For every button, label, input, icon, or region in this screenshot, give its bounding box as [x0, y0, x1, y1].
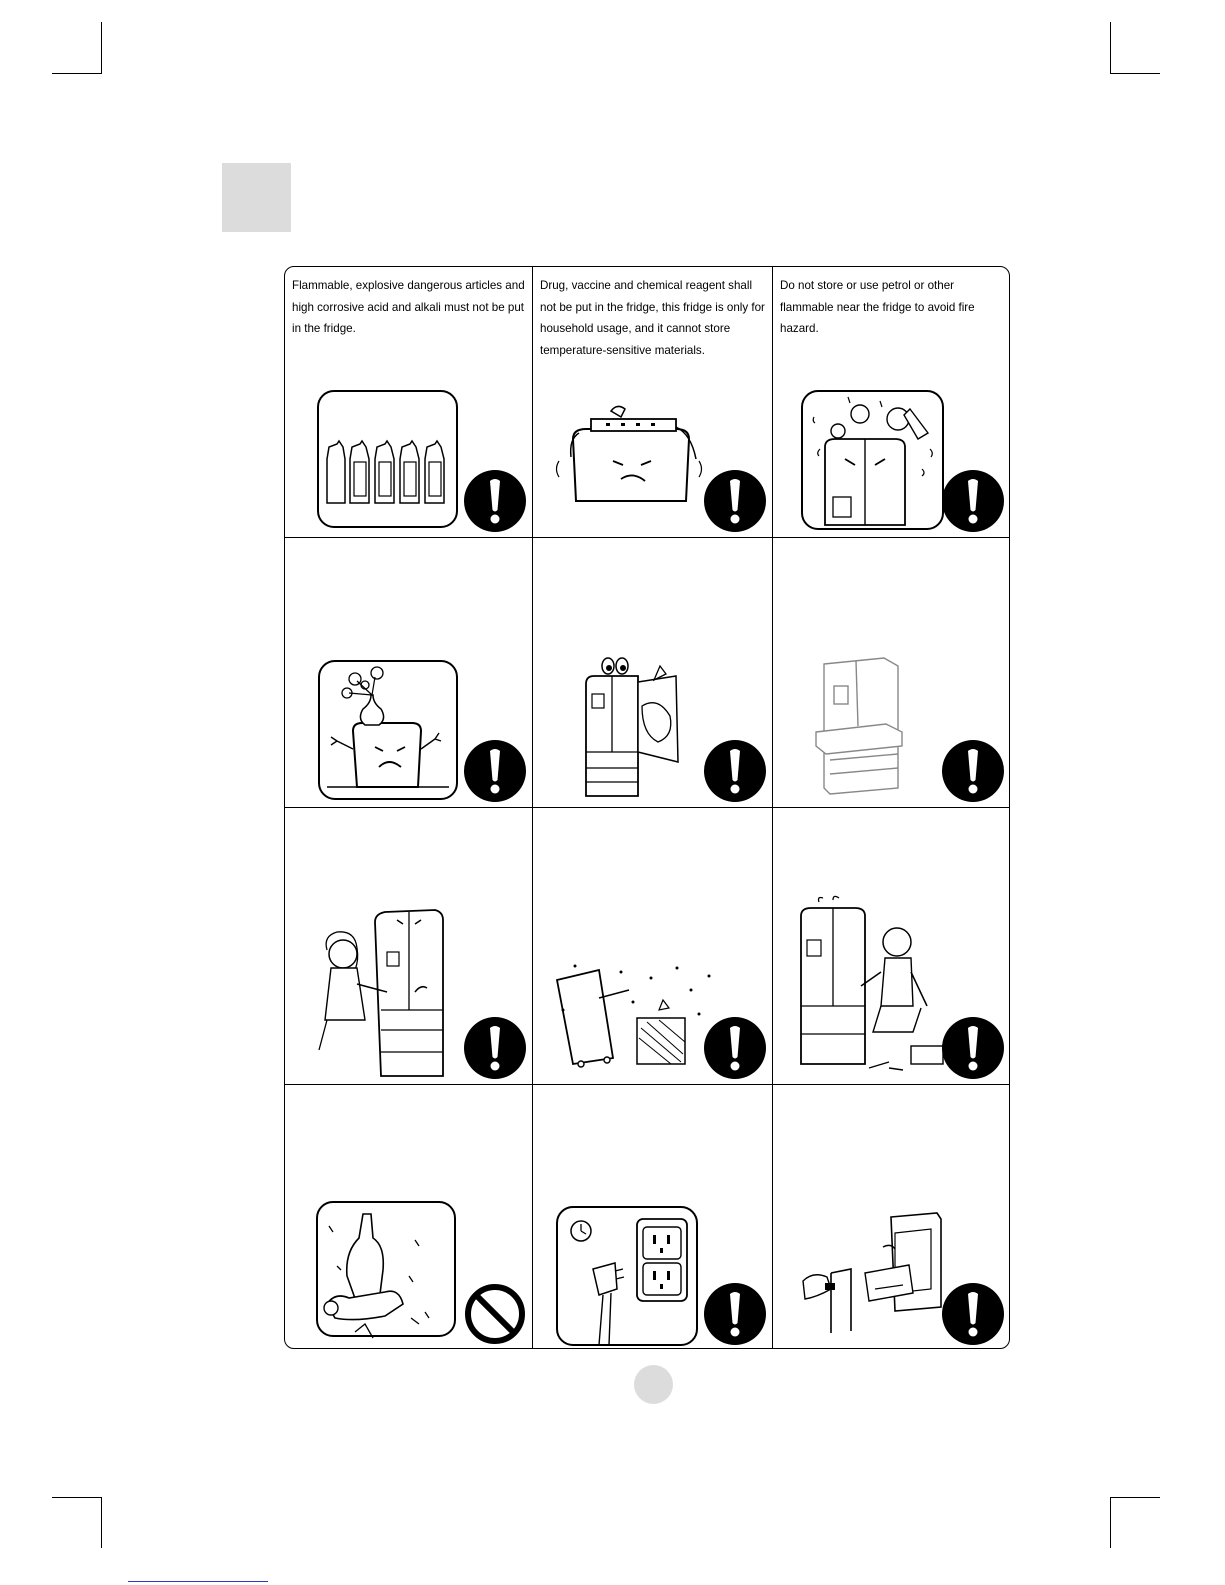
child-repairing-fridge-illustration: [793, 896, 953, 1076]
wall-socket-illustration: [555, 1205, 699, 1347]
crop-mark: [1110, 1497, 1111, 1548]
exclamation-icon: [942, 1017, 1004, 1079]
crop-mark: [52, 73, 102, 74]
exclamation-icon: [942, 470, 1004, 532]
warning-cell-7: [285, 808, 533, 1085]
crop-mark: [101, 1497, 102, 1548]
fridge-water-spray-illustration: [551, 958, 721, 1068]
crop-mark: [101, 22, 102, 73]
exclamation-icon: [704, 740, 766, 802]
broken-bottle-illustration: [315, 1200, 457, 1345]
warning-cell-8: [533, 808, 773, 1085]
hyperlink-underline[interactable]: [128, 1581, 268, 1582]
exclamation-icon: [464, 740, 526, 802]
warning-text: Drug, vaccine and chemical reagent shall not be put in the fridge, this fridge is only for household usage, and it cannot store temperature-sensitive materials.: [540, 279, 765, 357]
warning-cell-1: [285, 267, 533, 538]
warning-cell-2: [533, 267, 773, 538]
child-in-fridge-illustration: [578, 656, 688, 801]
page-number-circle: [634, 1365, 673, 1404]
prohibition-icon: [464, 1283, 526, 1345]
warning-text: Do not store or use petrol or other flammable near the fridge to avoid fire hazard.: [780, 279, 975, 335]
safety-warnings-grid: [284, 266, 1010, 1349]
warning-cell-4: [285, 538, 533, 808]
woman-at-fridge-illustration: [315, 900, 445, 1078]
exclamation-icon: [464, 470, 526, 532]
exclamation-icon: [704, 470, 766, 532]
exclamation-icon: [942, 740, 1004, 802]
warning-text: Flammable, explosive dangerous articles and high corrosive acid and alkali must not be put in the fridge.: [292, 279, 525, 335]
warning-cell-9: [773, 808, 1010, 1085]
vase-on-fridge-illustration: [317, 659, 459, 801]
warning-cell-10: [285, 1085, 533, 1349]
exclamation-icon: [704, 1283, 766, 1345]
warning-cell-6: [773, 538, 1010, 808]
crop-mark: [1110, 1497, 1160, 1498]
fridge-drawer-illustration: [806, 650, 916, 800]
fridge-explosion-illustration: [800, 389, 945, 531]
fridge-with-power-strip-illustration: [551, 399, 706, 509]
exclamation-icon: [942, 1283, 1004, 1345]
warning-cell-11: [533, 1085, 773, 1349]
exclamation-icon: [704, 1017, 766, 1079]
section-number-box: [222, 163, 291, 232]
unplug-fridge-illustration: [799, 1203, 949, 1343]
warning-cell-12: [773, 1085, 1010, 1349]
bottles-illustration: [315, 389, 460, 529]
crop-mark: [52, 1497, 102, 1498]
crop-mark: [1110, 22, 1111, 73]
crop-mark: [1110, 73, 1160, 74]
exclamation-icon: [464, 1017, 526, 1079]
warning-cell-5: [533, 538, 773, 808]
warning-cell-3: [773, 267, 1010, 538]
